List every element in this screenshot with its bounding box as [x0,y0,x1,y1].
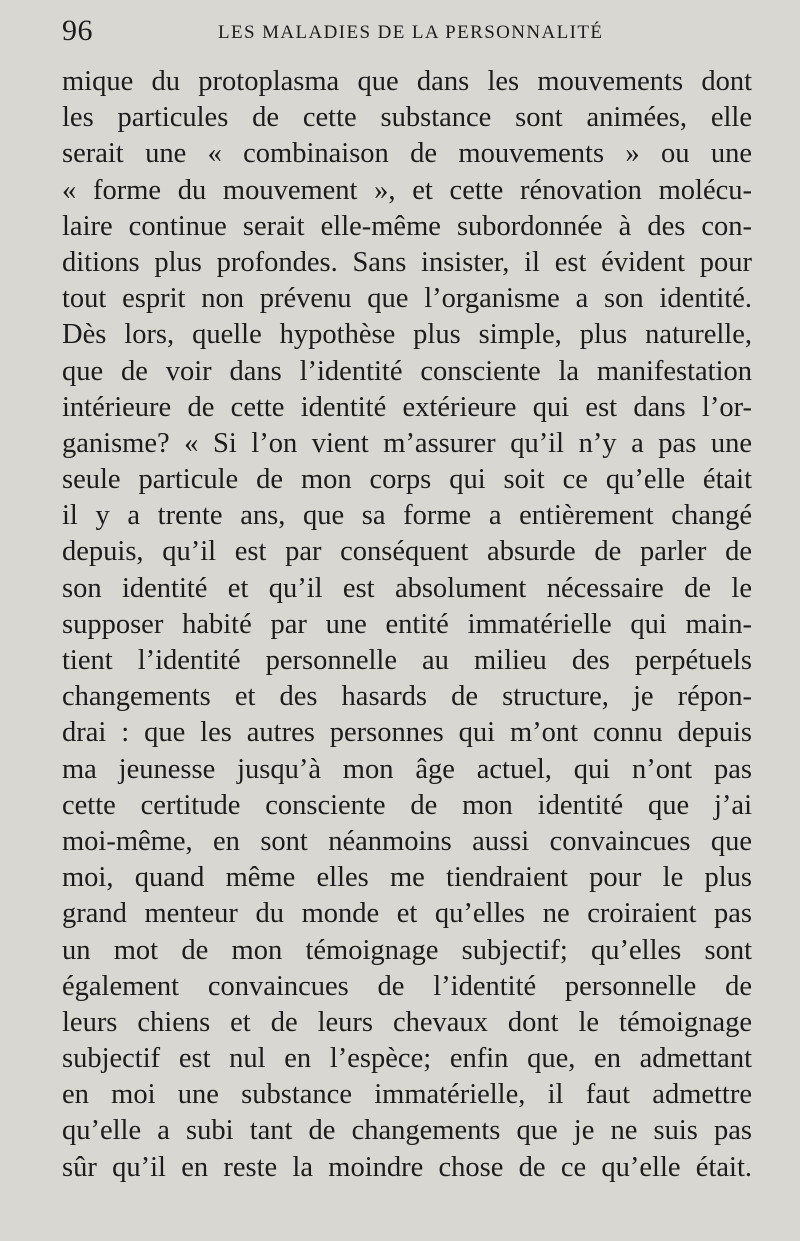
text-line: il y a trente ans, que sa forme a entièrement changé [62,500,752,532]
text-line: changements et des hasards de structure, je répon- [62,681,752,713]
text-line: drai : que les autres personnes qui m’ont connu depuis [62,717,752,749]
text-line: Dès lors, quelle hypothèse plus simple, plus naturelle, [62,319,752,351]
text-line: moi, quand même elles me tiendraient pour le plus [62,862,752,894]
text-line: un mot de mon témoignage subjectif; qu’elles sont [62,934,752,966]
text-line: ganisme? « Si l’on vient m’assurer qu’il n’y a pas une [62,427,752,459]
text-line: subjectif est nul en l’espèce; enfin que, en admettant [62,1043,752,1075]
text-line: moi-même, en sont néanmoins aussi convaincues que [62,825,752,857]
text-line: mique du protoplasma que dans les mouvements dont [62,66,752,97]
page-number: 96 [62,14,93,47]
text-line: tout esprit non prévenu que l’organisme a son identité. [62,283,752,315]
text-line: serait une « combinaison de mouvements » ou une [62,138,752,170]
text-line: les particules de cette substance sont animées, elle [62,102,752,134]
body-text [62,64,752,1186]
text-line: depuis, qu’il est par conséquent absurde de parler de [62,536,752,568]
text-line: ma jeunesse jusqu’à mon âge actuel, qui n’ont pas [62,753,752,785]
text-line: sûr qu’il en reste la moindre chose de ce qu’elle était. [62,1151,752,1183]
running-head: LES MALADIES DE LA PERSONNALITÉ [218,22,604,43]
text-line: seule particule de mon corps qui soit ce qu’elle était [62,464,752,496]
text-line: que de voir dans l’identité consciente la manifestation [62,355,752,387]
text-line: cette certitude consciente de mon identité que j’ai [62,789,752,821]
text-line: laire continue serait elle-même subordonnée à des con- [62,210,752,242]
text-line: ditions plus profondes. Sans insister, il est évident pour [62,246,752,278]
text-line: en moi une substance immatérielle, il faut admettre [62,1079,752,1111]
text-line: grand menteur du monde et qu’elles ne croiraient pas [62,898,752,930]
page-header [62,14,752,54]
text-line: qu’elle a subi tant de changements que je ne suis pas [62,1115,752,1147]
text-line: tient l’identité personnelle au milieu des perpétuels [62,645,752,676]
text-line: également convaincues de l’identité personnelle de [62,970,752,1002]
text-line: leurs chiens et de leurs chevaux dont le témoignage [62,1006,752,1038]
text-line: intérieure de cette identité extérieure qui est dans l’or- [62,391,752,423]
text-line: « forme du mouvement », et cette rénovation molécu- [62,174,752,206]
text-line: supposer habité par une entité immatérielle qui main- [62,608,752,640]
text-line: son identité et qu’il est absolument nécessaire de le [62,572,752,604]
